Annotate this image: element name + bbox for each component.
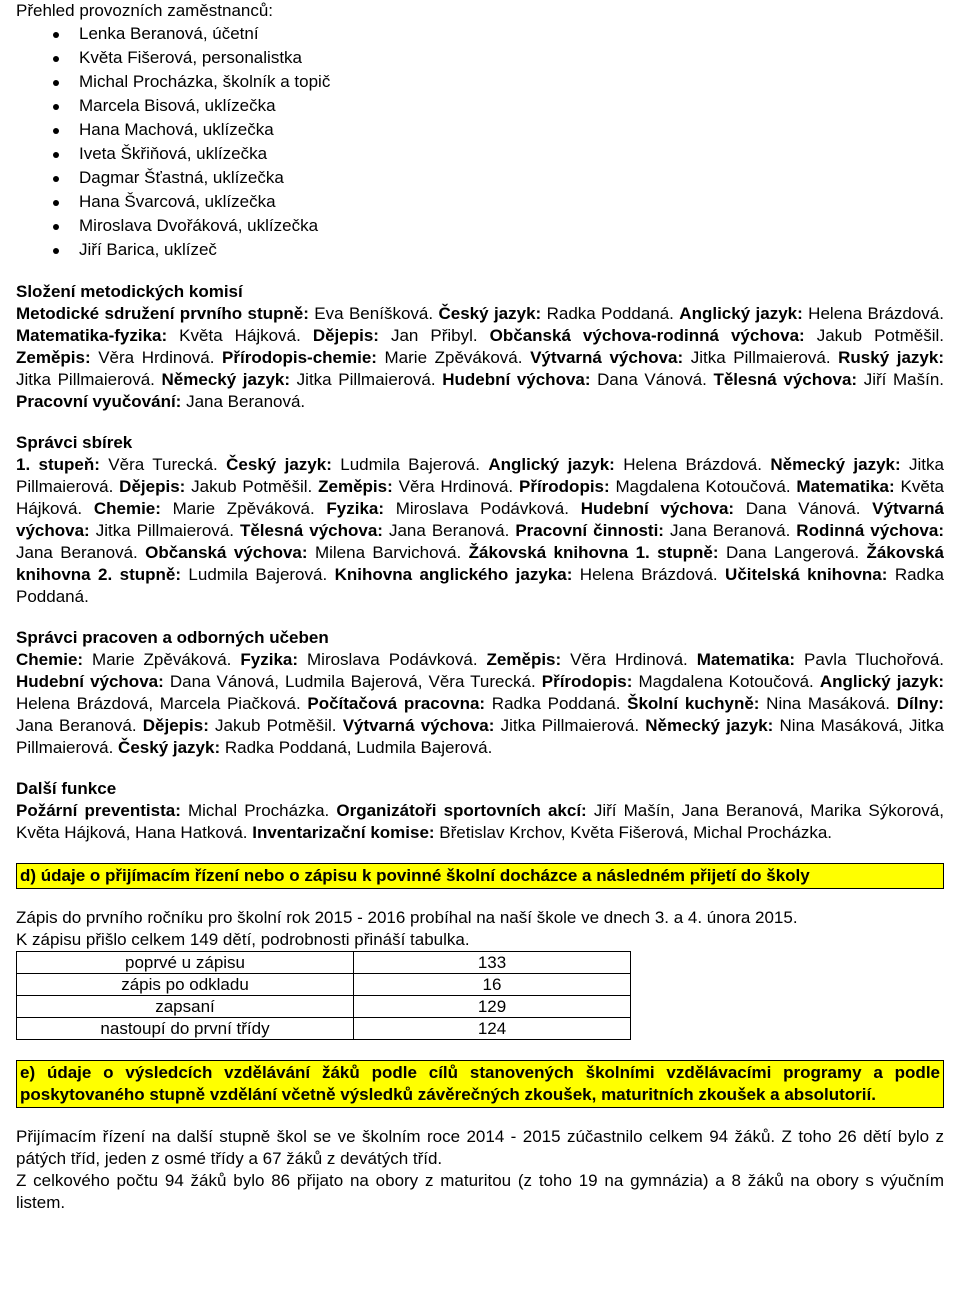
field-value: Jakub Potměšil. [208, 716, 343, 735]
field-label: Tělesná výchova: [239, 521, 383, 540]
list-item: Michal Procházka, školník a topič [16, 70, 944, 94]
field-value: Pavla Tluchořová. [795, 650, 945, 669]
field-label: Matematika: [696, 650, 796, 669]
dalsi-paragraph [16, 800, 944, 844]
field-value: Radka Poddaná. [16, 565, 944, 606]
field-label: Matematika-fyzika: [16, 326, 168, 345]
staff-section [16, 0, 944, 262]
field-label: Německý jazyk: [161, 370, 291, 389]
field-value: Jiří Mašín, Jana Beranová, Marika Sýkorová, Květa Hájková, Hana Hatková. [16, 801, 944, 842]
table-cell-value: 133 [354, 952, 631, 974]
field-label: Anglický jazyk: [679, 304, 803, 323]
field-label: Výtvarná výchova: [342, 716, 495, 735]
field-label: Hudební výchova: [442, 370, 591, 389]
field-label: Žákovská knihovna 1. stupně: [468, 543, 719, 562]
field-value: Ludmila Bajerová. [331, 455, 489, 474]
section-e-text [16, 1126, 944, 1214]
field-value: Marie Zpěváková. [160, 499, 327, 518]
field-value: Dana Langerová. [718, 543, 867, 562]
section-e-para1: Přijímacím řízení na další stupně škol se ve školním roce 2014 - 2015 zúčastnilo celkem 94 žáků. Z toho 26 dětí bylo z pátých tříd, jeden z osmé třídy a 67 žáků z devátých tříd. [16, 1127, 944, 1168]
list-item: Hana Machová, uklízečka [16, 118, 944, 142]
field-label: Český jazyk: [438, 304, 542, 323]
field-label: Pracovní vyučování: [16, 392, 182, 411]
field-value: Jana Beranová. [663, 521, 797, 540]
field-label: Přírodopis: [541, 672, 633, 691]
field-label: Anglický jazyk: [819, 672, 944, 691]
field-value: Radka Poddaná. [541, 304, 680, 323]
table-cell-label: poprvé u zápisu [17, 952, 354, 974]
section-e-para2: Z celkového počtu 94 žáků bylo 86 přijato na obory z maturitou (z toho 19 na gymnázia) a 8 žáků na obory s výučním listem. [16, 1171, 944, 1212]
list-item: Iveta Škřiňová, uklízečka [16, 142, 944, 166]
staff-list [16, 22, 944, 262]
field-value: Jitka Pillmaierová. [683, 348, 839, 367]
sbirky-paragraph [16, 454, 944, 608]
field-value: Milena Barvichová. [307, 543, 469, 562]
field-value: Jana Beranová. [382, 521, 516, 540]
field-label: Organizátoři sportovních akcí: [336, 801, 587, 820]
field-value: Věra Hrdinová. [392, 477, 519, 496]
field-value: Nina Masáková, Jitka Pillmaierová. [16, 716, 945, 757]
field-label: Metodické sdružení prvního stupně: [16, 304, 309, 323]
field-label: Výtvarná výchova: [16, 499, 944, 540]
field-value: Magdalena Kotoučová. [632, 672, 820, 691]
field-value: Miroslava Podávková. [298, 650, 487, 669]
field-value: Magdalena Kotoučová. [609, 477, 797, 496]
field-label: Hudební výchova: [580, 499, 735, 518]
field-value: Dana Vánová. [590, 370, 714, 389]
list-item: Lenka Beranová, účetní [16, 22, 944, 46]
table-row [17, 952, 631, 974]
table-cell-label: zapsaní [17, 996, 354, 1018]
field-label: Rodinná výchova: [796, 521, 944, 540]
list-item: Jiří Barica, uklízeč [16, 238, 944, 262]
list-item: Miroslava Dvořáková, uklízečka [16, 214, 944, 238]
field-value: Miroslava Podávková. [384, 499, 581, 518]
table-cell-label: zápis po odkladu [17, 974, 354, 996]
field-label: Anglický jazyk: [488, 455, 615, 474]
field-label: Matematika: [796, 477, 895, 496]
field-label: Dějepis: [142, 716, 209, 735]
field-label: Občanská výchova-rodinná výchova: [489, 326, 805, 345]
field-label: Přírodopis: [519, 477, 610, 496]
field-label: Fyzika: [240, 650, 299, 669]
field-value: Jitka Pillmaierová. [16, 455, 944, 496]
field-label: Hudební výchova: [16, 672, 164, 691]
table-row [17, 974, 631, 996]
komise-section [16, 281, 944, 413]
field-value: Jitka Pillmaierová. [494, 716, 646, 735]
field-label: Zeměpis: [486, 650, 562, 669]
section-d-text [16, 907, 944, 951]
field-value: Jitka Pillmaierová. [89, 521, 240, 540]
admission-table [16, 951, 631, 1040]
field-value: Radka Poddaná. [485, 694, 628, 713]
field-value: Jana Beranová. [16, 543, 146, 562]
field-value: Věra Turecká. [99, 455, 227, 474]
field-value: Ludmila Bajerová. [181, 565, 335, 584]
list-item: Hana Švarcová, uklízečka [16, 190, 944, 214]
komise-paragraph [16, 303, 944, 413]
field-value: Květa Hájková. [16, 477, 944, 518]
field-label: Školní kuchyně: [627, 694, 760, 713]
field-label: Inventarizační komise: [252, 823, 435, 842]
field-value: Jana Beranová. [181, 392, 306, 411]
field-value: Eva Beníšková. [308, 304, 439, 323]
table-cell-value: 16 [354, 974, 631, 996]
table-row [17, 996, 631, 1018]
field-label: Knihovna anglického jazyka: [334, 565, 573, 584]
table-cell-value: 129 [354, 996, 631, 1018]
field-value: Jan Přibyl. [378, 326, 490, 345]
sbirky-section [16, 432, 944, 608]
field-label: Dějepis: [119, 477, 186, 496]
list-item: Dagmar Šťastná, uklízečka [16, 166, 944, 190]
field-value: Jakub Potměšil. [804, 326, 944, 345]
staff-title: Přehled provozních zaměstnanců: [16, 1, 274, 20]
field-label: Ruský jazyk: [838, 348, 944, 367]
field-label: Český jazyk: [118, 738, 221, 757]
field-label: Fyzika: [326, 499, 385, 518]
field-label: Zeměpis: [16, 348, 91, 367]
field-value: Jana Beranová. [16, 716, 143, 735]
field-value: Marie Zpěváková. [376, 348, 531, 367]
field-label: Učitelská knihovna: [725, 565, 888, 584]
field-label: Dějepis: [312, 326, 379, 345]
field-label: Dílny: [896, 694, 944, 713]
list-item: Marcela Bisová, uklízečka [16, 94, 944, 118]
table-cell-value: 124 [354, 1018, 631, 1040]
field-label: Přírodopis-chemie: [222, 348, 377, 367]
field-value: Břetislav Krchov, Květa Fišerová, Michal Procházka. [434, 823, 833, 842]
field-value: Věra Hrdinová. [561, 650, 697, 669]
field-label: Zeměpis: [318, 477, 393, 496]
field-value: Dana Vánová. [734, 499, 873, 518]
field-value: Helena Brázdová. [572, 565, 726, 584]
field-label: Český jazyk: [226, 455, 332, 474]
field-value: Nina Masáková. [759, 694, 897, 713]
field-value: Květa Hájková. [167, 326, 313, 345]
field-value: Radka Poddaná, Ludmila Bajerová. [220, 738, 493, 757]
section-d-heading: d) údaje o přijímacím řízení nebo o zápisu k povinné školní docházce a následném přijetí do školy [16, 863, 944, 889]
field-value: Dana Vánová, Ludmila Bajerová, Věra Turecká. [163, 672, 542, 691]
field-label: Žákovská knihovna 2. stupně: [16, 543, 944, 584]
ucebny-section [16, 627, 944, 759]
field-value: Jitka Pillmaierová. [290, 370, 443, 389]
field-label: Německý jazyk: [770, 455, 901, 474]
dalsi-title: Další funkce [16, 779, 117, 798]
ucebny-title: Správci pracoven a odborných učeben [16, 628, 329, 647]
field-value: Helena Brázdová. [802, 304, 944, 323]
table-row [17, 1018, 631, 1040]
field-value: Helena Brázdová, Marcela Piačková. [16, 694, 308, 713]
ucebny-paragraph [16, 649, 944, 759]
field-value: Jakub Potměšil. [185, 477, 319, 496]
field-label: Pracovní činnosti: [515, 521, 664, 540]
dalsi-section [16, 778, 944, 844]
field-label: 1. stupeň: [16, 455, 100, 474]
field-value: Jiří Mašín. [857, 370, 945, 389]
field-label: Německý jazyk: [645, 716, 774, 735]
table-cell-label: nastoupí do první třídy [17, 1018, 354, 1040]
field-label: Počítačová pracovna: [307, 694, 486, 713]
field-label: Požární preventista: [16, 801, 181, 820]
field-label: Výtvarná výchova: [530, 348, 684, 367]
field-value: Helena Brázdová. [614, 455, 771, 474]
field-label: Chemie: [93, 499, 161, 518]
sbirky-title: Správci sbírek [16, 433, 133, 452]
field-value: Michal Procházka. [180, 801, 337, 820]
field-label: Občanská výchova: [145, 543, 308, 562]
field-label: Tělesná výchova: [713, 370, 858, 389]
section-d-para1: Zápis do prvního ročníku pro školní rok 2015 - 2016 probíhal na naší škole ve dnech 3. a 4. února 2015. [16, 908, 798, 927]
list-item: Květa Fišerová, personalistka [16, 46, 944, 70]
section-e-heading: e) údaje o výsledcích vzdělávání žáků podle cílů stanovených školními vzdělávacími programy a podle poskytovaného stupně vzdělání včetně výsledků závěrečných zkoušek, maturitních zkoušek a absolutorií. [16, 1060, 944, 1108]
section-d-para2: K zápisu přišlo celkem 149 dětí, podrobnosti přináší tabulka. [16, 930, 470, 949]
field-value: Jitka Pillmaierová. [16, 370, 162, 389]
field-label: Chemie: [16, 650, 84, 669]
field-value: Věra Hrdinová. [90, 348, 223, 367]
komise-title: Složení metodických komisí [16, 282, 243, 301]
field-value: Marie Zpěváková. [83, 650, 241, 669]
